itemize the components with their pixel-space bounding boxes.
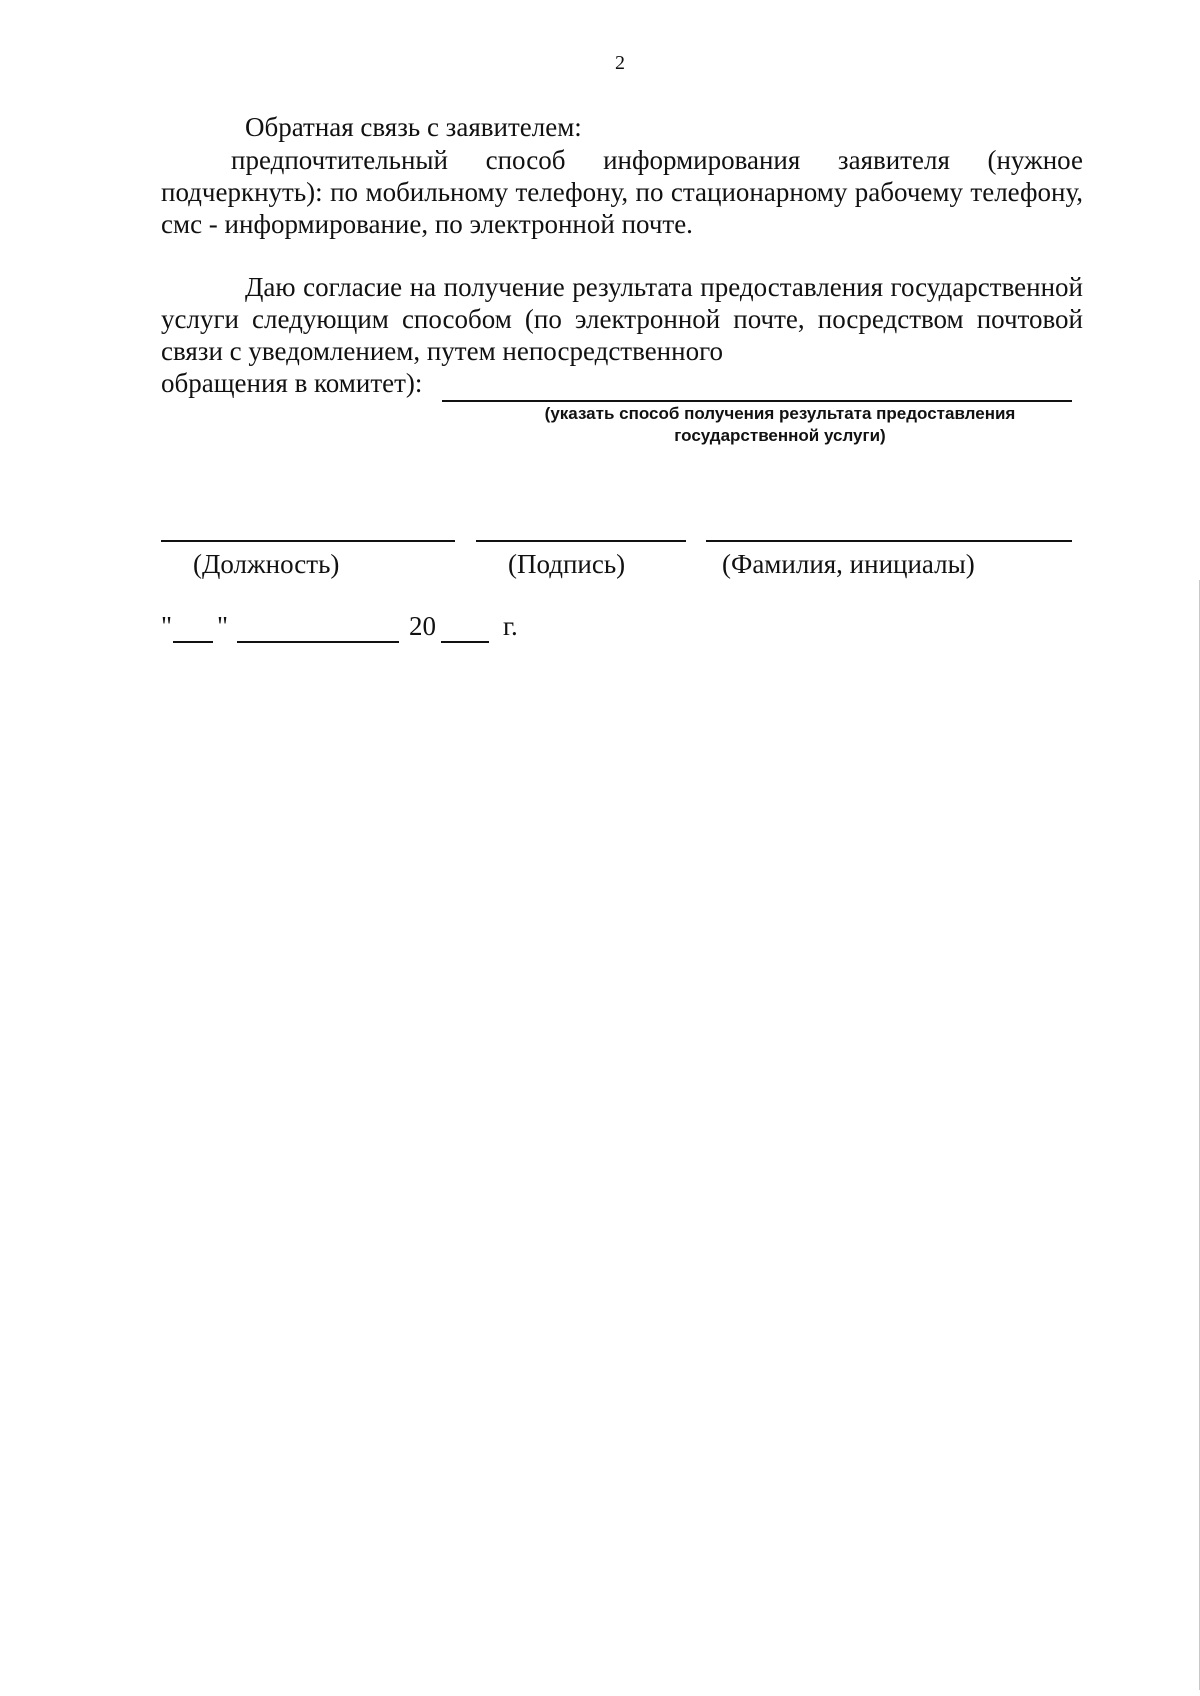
date-open-quote: " [161, 611, 173, 641]
delivery-method-field[interactable] [442, 400, 1072, 402]
feedback-heading: Обратная связь с заявителем: [245, 112, 582, 142]
date-century: 20 [409, 611, 436, 641]
page-number: 2 [615, 52, 625, 74]
date-close-quote: " [217, 611, 229, 641]
position-field[interactable] [161, 540, 455, 542]
delivery-method-hint [430, 403, 1130, 447]
full-name-label: (Фамилия, инициалы) [722, 549, 975, 579]
date-day-field[interactable] [173, 641, 213, 643]
delivery-method-hint-line-2: государственной услуги) [674, 426, 886, 445]
consent-paragraph-end: обращения в комитет): [161, 368, 423, 398]
full-name-field[interactable] [706, 540, 1072, 542]
position-label: (Должность) [193, 549, 340, 579]
date-month-field[interactable] [237, 641, 399, 643]
feedback-paragraph: предпочтительный способ информирования заявителя (нужное подчеркнуть): по мобильному телефону, по стационарному рабочему телефону, смс - информирование, по электронной почте. [161, 145, 1083, 239]
date-year-field[interactable] [441, 641, 489, 643]
delivery-method-hint-line-1: (указать способ получения результата предоставления [544, 404, 1016, 423]
date-line [161, 610, 561, 644]
signature-label: (Подпись) [508, 549, 626, 579]
signature-field[interactable] [476, 540, 686, 542]
date-year-suffix: г. [503, 611, 518, 641]
consent-paragraph: Даю согласие на получение результата предоставления государственной услуги следующим способом (по электронной почте, посредством почтовой связи с уведомлением, путем непосредственного [161, 272, 1083, 366]
